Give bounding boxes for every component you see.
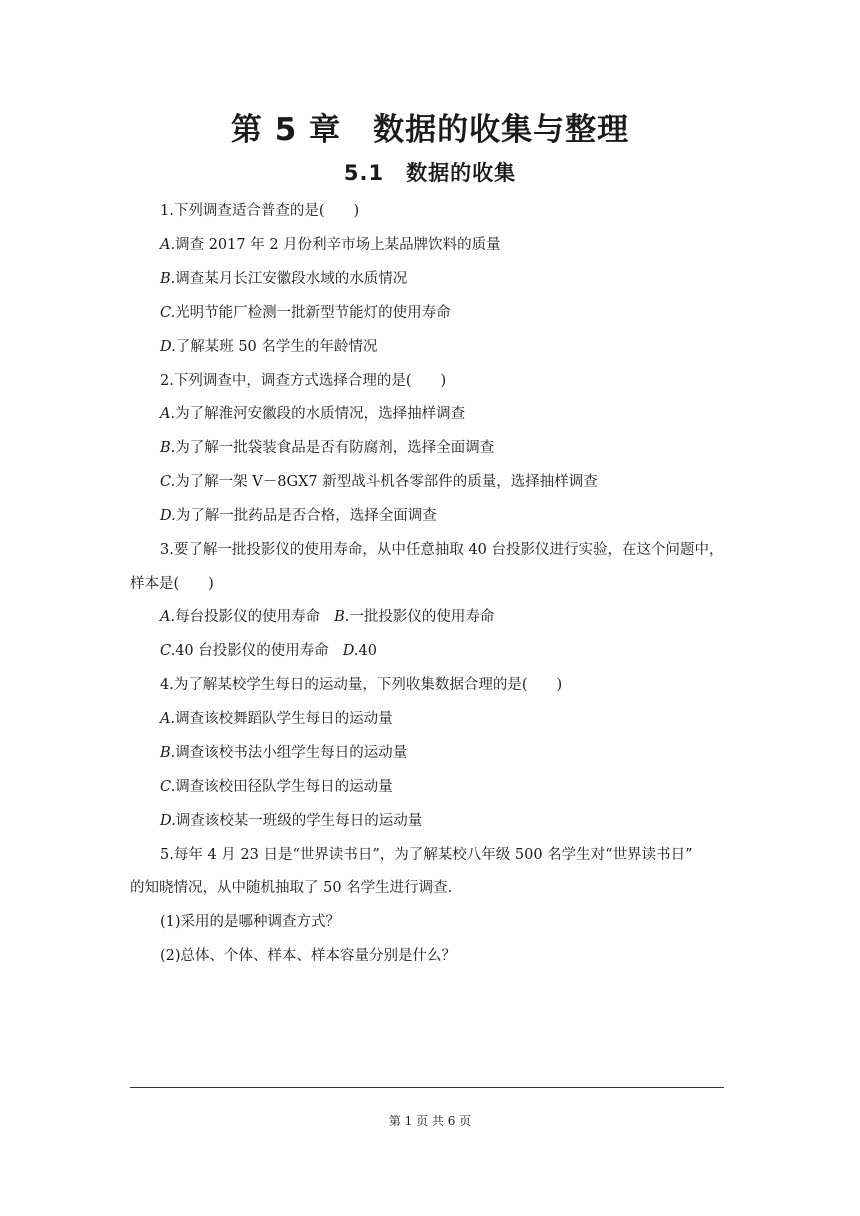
option-letter: D. [160, 813, 176, 829]
option-letter: D. [160, 339, 176, 355]
question-1-stem: 1.下列调查适合普查的是( ) [160, 203, 360, 219]
option-text: 为了解淮河安徽段的水质情况，选择抽样调查 [175, 406, 466, 422]
question-2-stem: 2.下列调查中，调查方式选择合理的是( ) [160, 373, 447, 389]
option-letter: C. [160, 305, 176, 321]
option-letter: A. [160, 237, 176, 253]
option-text: 一批投影仪的使用寿命 [349, 609, 495, 625]
question-3-options-cd [160, 641, 377, 661]
option-text: 调查 2017 年 2 月份利辛市场上某品牌饮料的质量 [175, 237, 501, 253]
option-letter: A. [160, 711, 176, 727]
option-letter: C. [160, 474, 176, 490]
option-text: 为了解一批袋装食品是否有防腐剂，选择全面调查 [175, 440, 495, 456]
option-letter: B. [160, 745, 176, 761]
option-letter: C. [160, 643, 176, 659]
option-text: 光明节能厂检测一批新型节能灯的使用寿命 [175, 305, 451, 321]
question-2-option-d [160, 506, 437, 526]
page-number: 第 1 页 共 6 页 [388, 1114, 472, 1128]
question-4-option-b [160, 743, 407, 763]
question-4-option-a [160, 709, 393, 729]
option-text: 每台投影仪的使用寿命 [175, 609, 321, 625]
chapter-title: 第 5 章 数据的收集与整理 [230, 112, 630, 148]
question-1-option-d [160, 337, 377, 357]
option-text: 调查某月长江安徽段水域的水质情况 [175, 271, 408, 287]
question-4-stem: 4.为了解某校学生每日的运动量，下列收集数据合理的是( ) [160, 677, 563, 693]
footer-divider [130, 1087, 724, 1088]
option-letter: B. [160, 271, 176, 287]
option-text: 调查该校田径队学生每日的运动量 [175, 779, 393, 795]
question-1-option-b [160, 269, 407, 289]
option-text: 调查该校舞蹈队学生每日的运动量 [175, 711, 393, 727]
question-2-option-c [160, 472, 598, 492]
option-text: 40 台投影仪的使用寿命 [175, 643, 329, 659]
option-text: 调查该校某一班级的学生每日的运动量 [175, 813, 423, 829]
option-text: 40 [358, 643, 377, 659]
option-letter: A. [160, 609, 176, 625]
question-3-stem-line-1: 3.要了解一批投影仪的使用寿命，从中任意抽取 40 台投影仪进行实验，在这个问题中， [160, 542, 724, 558]
question-5-part-2: (2)总体、个体、样本、样本容量分别是什么？ [160, 948, 457, 964]
option-letter: B. [334, 609, 350, 625]
option-letter: C. [160, 779, 176, 795]
option-letter: D. [160, 508, 176, 524]
question-2-option-a [160, 404, 465, 424]
question-4-option-d [160, 811, 422, 831]
option-text: 了解某班 50 名学生的年龄情况 [175, 339, 378, 355]
question-3-options-ab [160, 607, 494, 627]
question-1-option-c [160, 303, 451, 323]
option-letter: A. [160, 406, 176, 422]
section-title: 5.1 数据的收集 [343, 161, 517, 185]
option-text: 为了解一批药品是否合格，选择全面调查 [175, 508, 437, 524]
question-5-stem-line-1: 5.每年 4 月 23 日是“世界读书日”，为了解某校八年级 500 名学生对“世界读书日” [160, 847, 693, 863]
option-text: 调查该校书法小组学生每日的运动量 [175, 745, 408, 761]
question-2-option-b [160, 438, 494, 458]
question-1-option-a [160, 235, 501, 255]
question-3-stem-line-2: 样本是( ) [130, 576, 214, 592]
question-5-stem-line-2: 的知晓情况，从中随机抽取了 50 名学生进行调查. [130, 880, 453, 896]
question-5-part-1: (1)采用的是哪种调查方式？ [160, 914, 341, 930]
question-4-option-c [160, 777, 393, 797]
option-letter: B. [160, 440, 176, 456]
option-letter: D. [342, 643, 359, 659]
option-text: 为了解一架 V－8GX7 新型战斗机各零部件的质量，选择抽样调查 [175, 474, 598, 490]
